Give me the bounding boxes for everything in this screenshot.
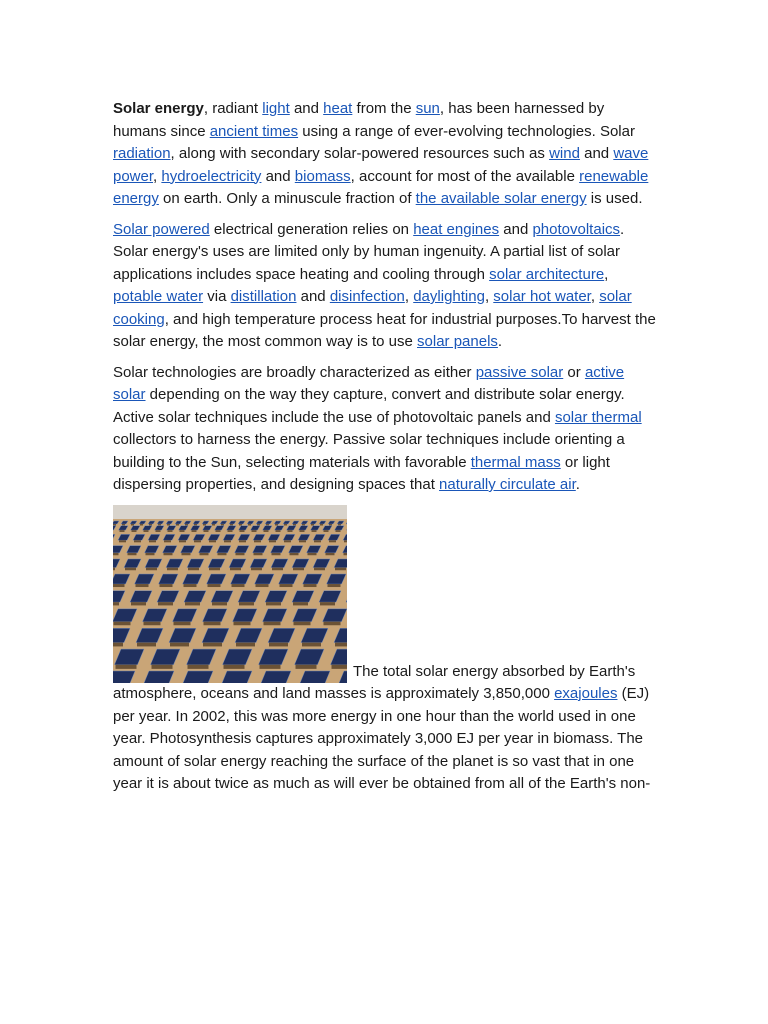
inline-link[interactable]: wave power [113, 145, 649, 185]
inline-link[interactable]: exajoules [554, 685, 618, 702]
inline-link[interactable]: Solar powered [113, 220, 210, 238]
inline-link[interactable]: potable water [113, 288, 204, 305]
text-run: from the [352, 100, 416, 117]
inline-link[interactable]: sun [415, 100, 440, 117]
text-run: and [499, 220, 533, 238]
text-run: and [261, 167, 295, 185]
inline-link[interactable]: solar cooking [113, 288, 632, 328]
text-run: and [289, 100, 324, 117]
text-run: or light dispersing properties, and designing spaces that [113, 453, 610, 493]
solar-panel-field-icon [113, 505, 347, 683]
inline-link[interactable]: heat engines [413, 220, 500, 238]
paragraph-3 [113, 362, 658, 497]
inline-link[interactable]: solar panels [417, 333, 498, 350]
text-run: collectors to harness the energy. Passive solar techniques include orienting a building to the Sun, selecting materials with favorable [113, 431, 625, 471]
text-run: . Solar energy's uses are limited only by human ingenuity. A partial list of solar applications includes space heating and cooling through [113, 220, 625, 283]
article-body [113, 98, 658, 804]
inline-link[interactable]: solar thermal [554, 408, 642, 426]
inline-link[interactable]: light [262, 100, 290, 117]
paragraph-4-block [113, 505, 658, 796]
text-run: The total solar energy absorbed by Earth's atmosphere, oceans and land masses is approximately 3,850,000 [113, 662, 636, 702]
inline-link[interactable]: solar hot water [493, 288, 591, 305]
text-run: . [575, 476, 580, 493]
inline-link[interactable]: renewable energy [113, 167, 649, 207]
text-run: . [497, 333, 503, 350]
bold-term: Solar energy [113, 100, 204, 117]
text-run: , [590, 288, 600, 305]
inline-link[interactable]: thermal mass [470, 453, 561, 471]
text-run: and [296, 288, 330, 305]
inline-link[interactable]: hydroelectricity [161, 167, 262, 185]
inline-link[interactable]: passive solar [475, 363, 564, 381]
text-run: is used. [586, 190, 643, 207]
paragraph-2 [113, 219, 658, 354]
inline-link[interactable]: naturally circulate air [439, 476, 576, 493]
text-run: via [203, 288, 231, 305]
text-run: or [563, 363, 585, 381]
text-run: , has been harnessed by humans since [113, 100, 605, 140]
text-run: , and high temperature process heat for industrial purposes.To harvest the solar energy, the most common way is to use [113, 310, 656, 350]
text-run: , account for most of the available [350, 167, 580, 185]
inline-link[interactable]: active solar [113, 363, 625, 403]
inline-link[interactable]: photovoltaics [532, 220, 621, 238]
inline-link[interactable]: radiation [113, 145, 171, 162]
inline-link[interactable]: ancient times [209, 122, 299, 140]
text-run: , [604, 265, 609, 283]
text-run: , [484, 288, 494, 305]
text-run: electrical generation relies on [209, 220, 414, 238]
inline-link[interactable]: solar architecture [489, 265, 605, 283]
text-run: , [404, 288, 414, 305]
text-run: Solar technologies are broadly characterized as either [113, 363, 476, 381]
inline-link[interactable]: disinfection [329, 288, 405, 305]
text-run: using a range of ever-evolving technologies. Solar [298, 122, 635, 140]
inline-link[interactable]: daylighting [413, 288, 485, 305]
inline-link[interactable]: the available solar energy [415, 190, 587, 207]
inline-link[interactable]: distillation [230, 288, 297, 305]
text-run: , radiant [203, 100, 263, 117]
solar-panel-field-image [113, 505, 347, 683]
inline-link[interactable]: biomass [294, 167, 351, 185]
text-run: and [579, 145, 614, 162]
text-run: on earth. Only a minuscule fraction of [158, 190, 416, 207]
inline-link[interactable]: wind [549, 145, 580, 162]
text-run: , along with secondary solar-powered resources such as [170, 145, 550, 162]
text-run: (EJ) per year. In 2002, this was more energy in one hour than the world used in one year. Photosynthesis captures approximately 3,000 EJ per year in biomass. The amount of solar energy reaching the surface of the planet is so vast that in one year it is about twice as much as will ever be obtained from all of the Earth's non- [113, 685, 651, 792]
text-run: , [153, 167, 162, 185]
paragraph-1 [113, 98, 658, 211]
text-run: depending on the way they capture, convert and distribute solar energy. Active solar techniques include the use of photovoltaic panels and [113, 386, 625, 426]
inline-link[interactable]: heat [323, 100, 353, 117]
